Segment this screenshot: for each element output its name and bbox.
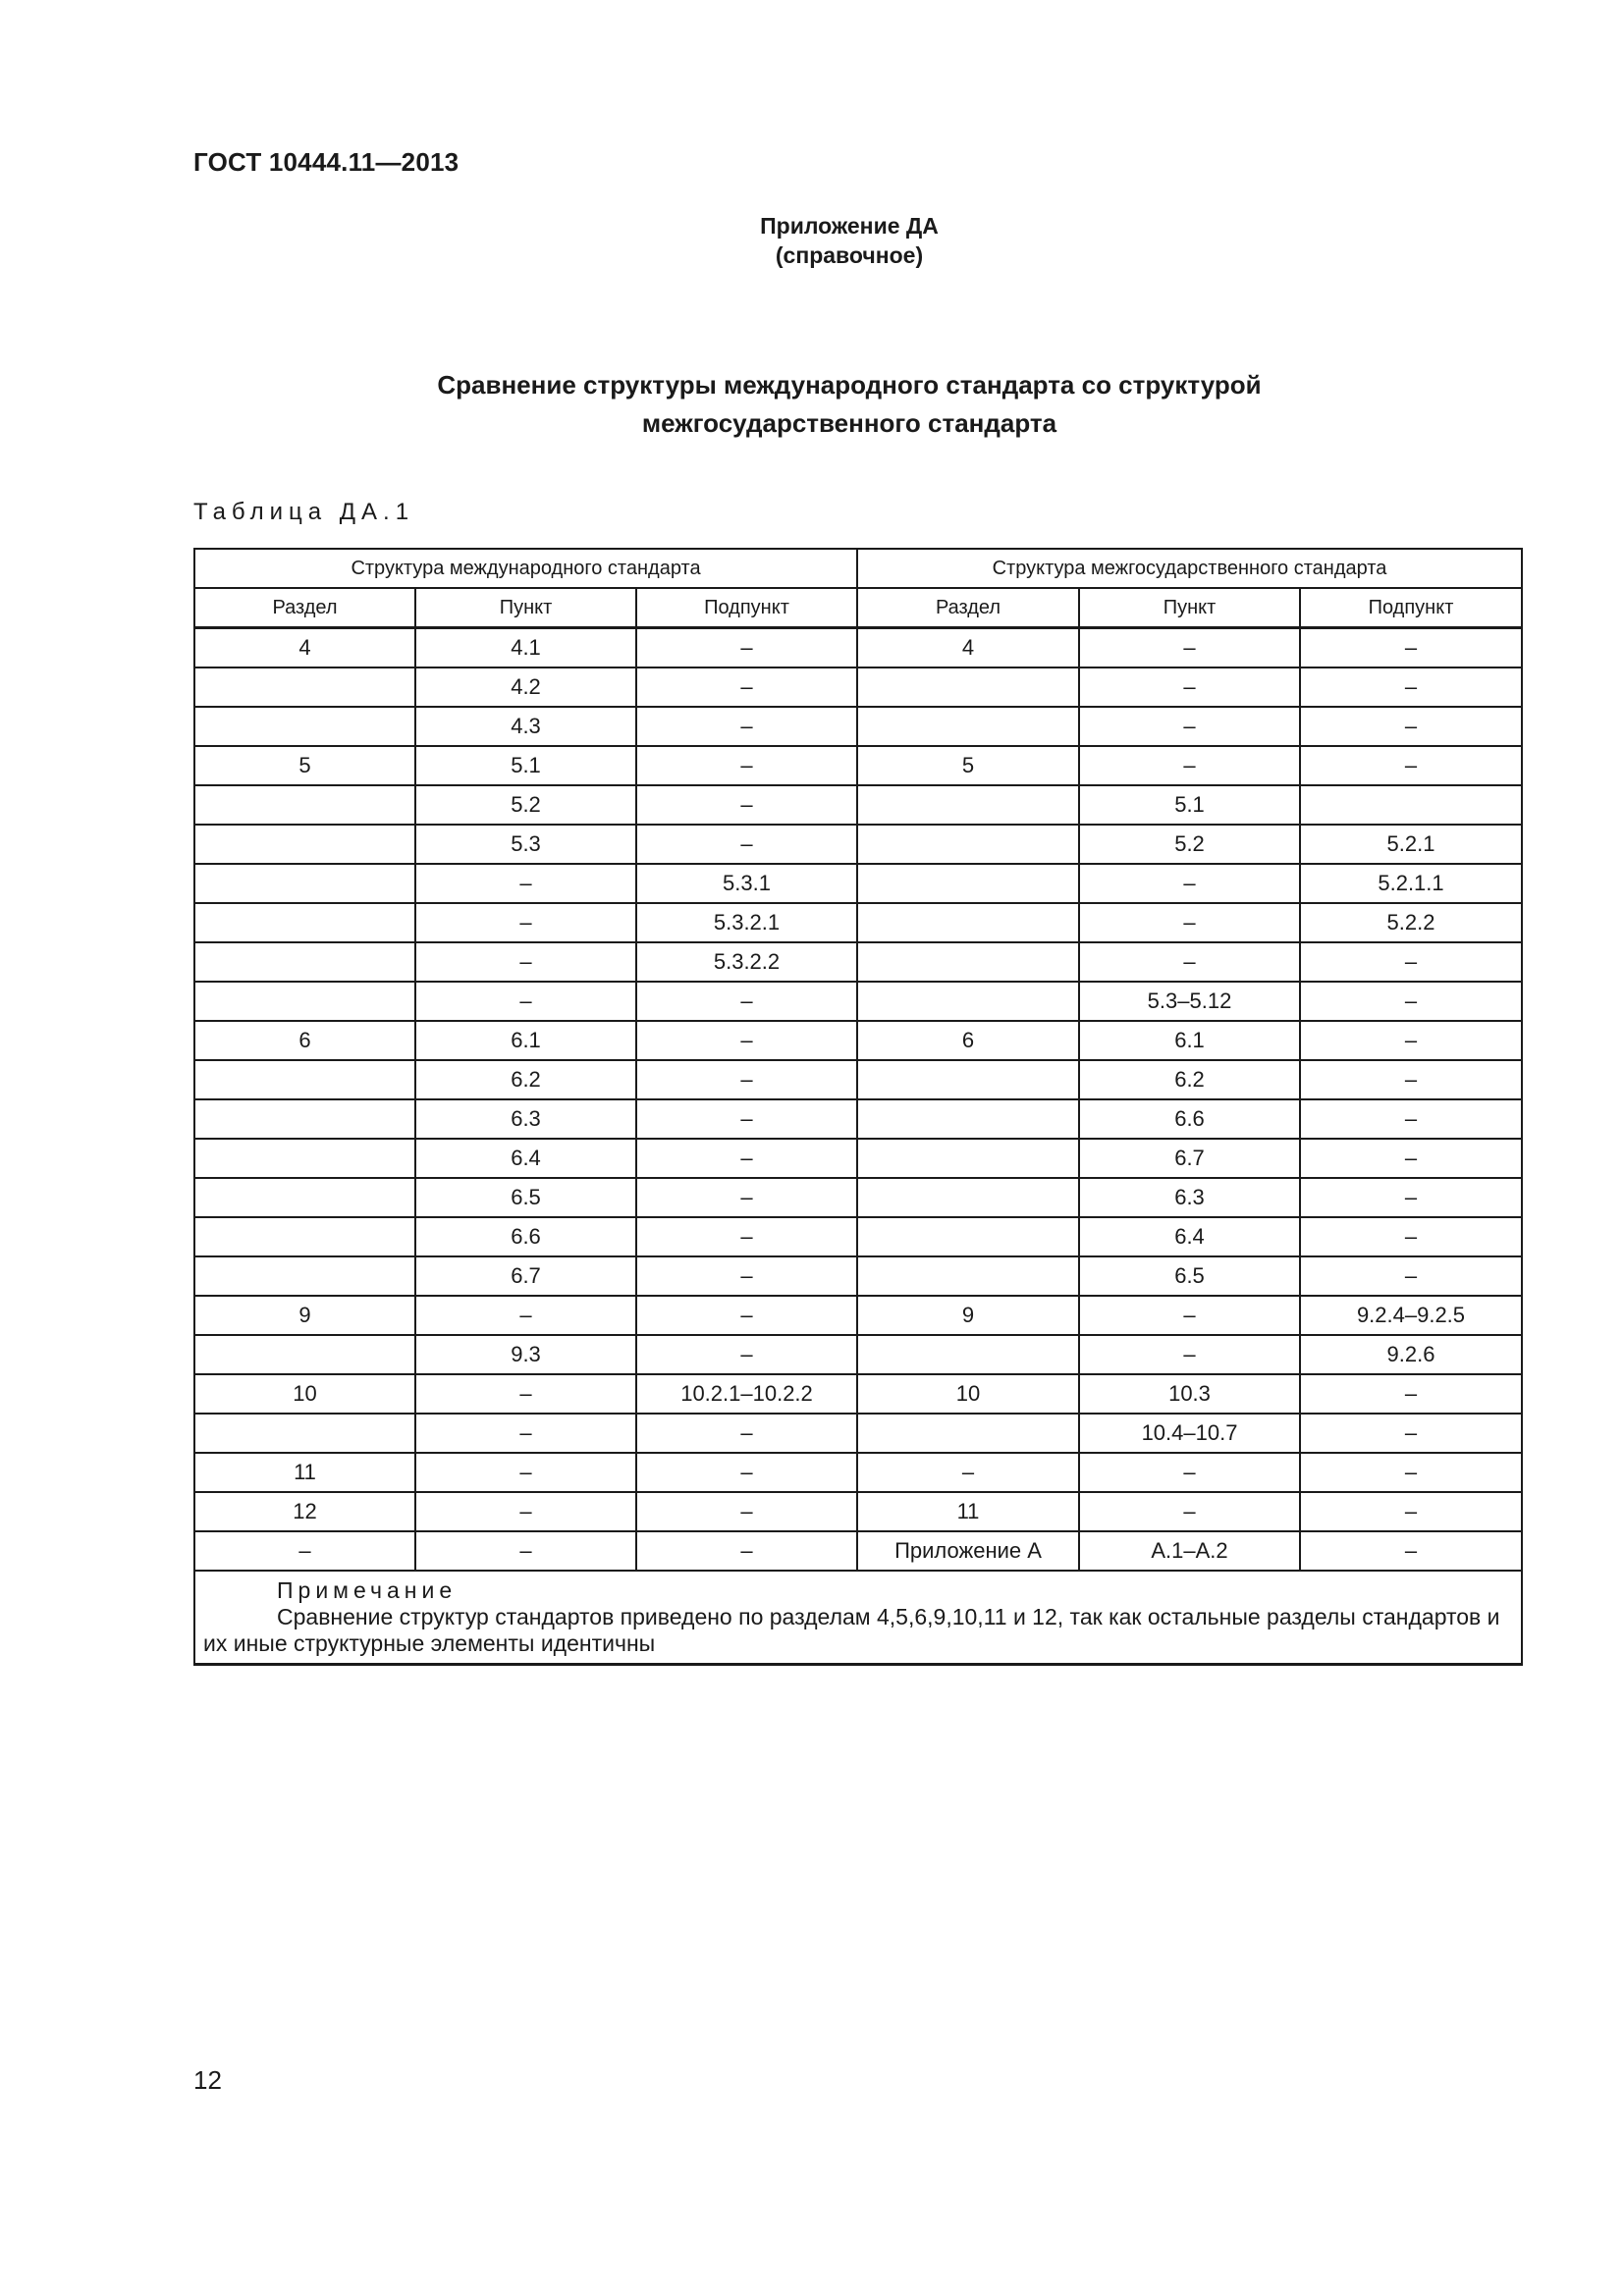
table-row — [194, 1453, 1522, 1492]
table-cell: – — [636, 746, 857, 785]
table-note — [194, 1571, 1522, 1665]
table-row — [194, 982, 1522, 1021]
table-cell: 6.5 — [415, 1178, 636, 1217]
table-cell — [857, 1139, 1079, 1178]
table-cell — [857, 1099, 1079, 1139]
table-cell — [857, 667, 1079, 707]
table-row — [194, 1296, 1522, 1335]
table-cell — [857, 785, 1079, 825]
table-cell — [194, 942, 415, 982]
table-cell: 5.3.1 — [636, 864, 857, 903]
table-cell: 6.6 — [1079, 1099, 1300, 1139]
header-interstate-structure: Структура межгосударственного стандарта — [857, 549, 1522, 588]
table-cell: 4 — [194, 628, 415, 668]
table-cell — [857, 903, 1079, 942]
table-cell: – — [636, 825, 857, 864]
table-cell: 9 — [194, 1296, 415, 1335]
table-row — [194, 1139, 1522, 1178]
table-cell: А.1–А.2 — [1079, 1531, 1300, 1571]
table-cell — [194, 982, 415, 1021]
table-cell: 5 — [857, 746, 1079, 785]
table-cell: 6.7 — [415, 1256, 636, 1296]
table-cell: – — [1300, 628, 1522, 668]
table-cell — [194, 1335, 415, 1374]
table-row — [194, 1060, 1522, 1099]
page-title — [0, 366, 1623, 443]
table-cell: – — [1079, 1492, 1300, 1531]
table-cell: – — [415, 982, 636, 1021]
table-cell: 9 — [857, 1296, 1079, 1335]
table-cell: 6.4 — [1079, 1217, 1300, 1256]
table-row — [194, 1217, 1522, 1256]
table-cell: – — [636, 1453, 857, 1492]
table-cell: 6.2 — [415, 1060, 636, 1099]
column-header: Подпункт — [636, 588, 857, 628]
table-cell: – — [1079, 903, 1300, 942]
table-cell — [857, 1414, 1079, 1453]
table-cell: – — [1300, 1374, 1522, 1414]
table-cell — [857, 1335, 1079, 1374]
table-cell: – — [1300, 1178, 1522, 1217]
table-cell — [1300, 785, 1522, 825]
table-cell — [194, 1139, 415, 1178]
table-cell: – — [636, 1296, 857, 1335]
table-cell: 5.1 — [1079, 785, 1300, 825]
annex-heading — [0, 211, 1623, 270]
table-cell: 6.2 — [1079, 1060, 1300, 1099]
table-cell: – — [415, 903, 636, 942]
table-cell: – — [636, 1178, 857, 1217]
table-cell — [857, 1217, 1079, 1256]
table-cell: – — [1079, 707, 1300, 746]
table-cell — [194, 903, 415, 942]
table-cell: – — [415, 1414, 636, 1453]
table-cell: – — [1079, 1453, 1300, 1492]
table-cell: – — [415, 1531, 636, 1571]
table-cell — [194, 864, 415, 903]
table-cell: 11 — [857, 1492, 1079, 1531]
table-cell: 10 — [857, 1374, 1079, 1414]
table-cell: – — [1079, 1335, 1300, 1374]
table-cell: – — [1079, 667, 1300, 707]
table-cell — [194, 1060, 415, 1099]
table-cell: 5 — [194, 746, 415, 785]
table-cell: – — [636, 1217, 857, 1256]
table-cell: – — [1300, 1531, 1522, 1571]
table-cell: 5.2 — [415, 785, 636, 825]
table-row — [194, 1021, 1522, 1060]
table-cell — [194, 1099, 415, 1139]
table-cell: – — [636, 667, 857, 707]
table-cell: – — [1300, 1256, 1522, 1296]
table-cell: 11 — [194, 1453, 415, 1492]
table-cell: – — [1079, 628, 1300, 668]
table-cell: – — [636, 1414, 857, 1453]
table-cell: – — [415, 1374, 636, 1414]
table-cell: – — [1079, 942, 1300, 982]
table-cell — [857, 707, 1079, 746]
table-cell: 6 — [857, 1021, 1079, 1060]
annex-title: Приложение ДА — [760, 213, 939, 239]
table-row — [194, 1492, 1522, 1531]
table-cell: – — [1300, 982, 1522, 1021]
table-cell: – — [636, 1139, 857, 1178]
table-cell: 4 — [857, 628, 1079, 668]
table-cell: – — [194, 1531, 415, 1571]
table-cell: – — [1300, 1217, 1522, 1256]
table-cell — [857, 1060, 1079, 1099]
table-cell — [857, 982, 1079, 1021]
table-cell: 6.1 — [415, 1021, 636, 1060]
table-cell — [857, 1256, 1079, 1296]
table-row — [194, 1414, 1522, 1453]
table-cell: – — [415, 864, 636, 903]
table-cell — [194, 1414, 415, 1453]
table-cell: – — [636, 1335, 857, 1374]
table-cell — [857, 864, 1079, 903]
table-cell: 5.2.1.1 — [1300, 864, 1522, 903]
table-caption: Таблица ДА.1 — [193, 499, 415, 525]
table-row — [194, 785, 1522, 825]
table-cell: – — [636, 1256, 857, 1296]
table-cell: 9.2.4–9.2.5 — [1300, 1296, 1522, 1335]
table-row — [194, 707, 1522, 746]
page-title-line-2: межгосударственного стандарта — [641, 408, 1057, 438]
note-text: Сравнение структур стандартов приведено по разделам 4,5,6,9,10,11 и 12, так как остальные разделы стандартов и их иные структурные элементы идентичны — [203, 1604, 1500, 1656]
table-row — [194, 1374, 1522, 1414]
table-cell: 5.1 — [415, 746, 636, 785]
table-cell: – — [1300, 707, 1522, 746]
note-label: Примечание — [277, 1577, 458, 1603]
column-header: Подпункт — [1300, 588, 1522, 628]
table-cell: 5.2.1 — [1300, 825, 1522, 864]
table-cell: 10.3 — [1079, 1374, 1300, 1414]
table-row — [194, 628, 1522, 668]
table-row — [194, 1178, 1522, 1217]
table-cell: – — [636, 1492, 857, 1531]
table-cell: – — [636, 1099, 857, 1139]
document-code: ГОСТ 10444.11—2013 — [193, 147, 460, 177]
table-row — [194, 667, 1522, 707]
table-row — [194, 825, 1522, 864]
table-row — [194, 864, 1522, 903]
structure-comparison-table — [193, 548, 1523, 1666]
table-row — [194, 1335, 1522, 1374]
table-cell: 10.2.1–10.2.2 — [636, 1374, 857, 1414]
table-cell — [194, 667, 415, 707]
column-header: Раздел — [857, 588, 1079, 628]
table-cell — [857, 825, 1079, 864]
table-cell: 6.1 — [1079, 1021, 1300, 1060]
table-cell: – — [636, 707, 857, 746]
page-title-line-1: Сравнение структуры международного стандарта со структурой — [437, 370, 1262, 400]
table-cell — [194, 1256, 415, 1296]
table-cell: – — [636, 1021, 857, 1060]
table-row — [194, 942, 1522, 982]
table-cell: – — [415, 942, 636, 982]
table-cell: – — [636, 1531, 857, 1571]
table-cell: 4.2 — [415, 667, 636, 707]
table-cell: 6.6 — [415, 1217, 636, 1256]
table-cell: – — [1300, 1139, 1522, 1178]
table-cell — [194, 825, 415, 864]
table-cell: Приложение А — [857, 1531, 1079, 1571]
table-cell: – — [415, 1296, 636, 1335]
table-cell — [194, 1178, 415, 1217]
table-row — [194, 1099, 1522, 1139]
page-number: 12 — [193, 2065, 222, 2095]
table-row — [194, 746, 1522, 785]
table-cell: 5.2.2 — [1300, 903, 1522, 942]
table-cell: – — [636, 1060, 857, 1099]
table-cell: 6 — [194, 1021, 415, 1060]
table-cell: – — [1300, 746, 1522, 785]
table-row — [194, 1256, 1522, 1296]
table-cell: 4.3 — [415, 707, 636, 746]
table-cell: – — [1300, 1414, 1522, 1453]
table-cell: 6.5 — [1079, 1256, 1300, 1296]
table-cell — [194, 785, 415, 825]
table-cell: 5.3.2.1 — [636, 903, 857, 942]
table-cell: – — [1300, 1453, 1522, 1492]
table-cell: 10 — [194, 1374, 415, 1414]
table-cell: – — [1300, 942, 1522, 982]
table-cell: – — [1300, 1099, 1522, 1139]
table-cell: 5.3 — [415, 825, 636, 864]
table-cell — [857, 1178, 1079, 1217]
table-cell: – — [1079, 746, 1300, 785]
table-cell — [857, 942, 1079, 982]
table-cell: 5.2 — [1079, 825, 1300, 864]
table-row — [194, 903, 1522, 942]
table-cell: – — [636, 982, 857, 1021]
table-cell: – — [415, 1453, 636, 1492]
table-cell: – — [1300, 1060, 1522, 1099]
table-cell: – — [1079, 1296, 1300, 1335]
table-cell: 5.3–5.12 — [1079, 982, 1300, 1021]
table-cell: – — [636, 785, 857, 825]
table-cell: 9.2.6 — [1300, 1335, 1522, 1374]
column-header: Пункт — [1079, 588, 1300, 628]
table-cell: 12 — [194, 1492, 415, 1531]
table-cell: – — [1300, 1021, 1522, 1060]
table-cell: – — [1300, 667, 1522, 707]
table-cell: 6.3 — [1079, 1178, 1300, 1217]
table-row — [194, 1531, 1522, 1571]
table-cell: 6.7 — [1079, 1139, 1300, 1178]
table-cell: – — [415, 1492, 636, 1531]
table-cell: 6.4 — [415, 1139, 636, 1178]
table-cell: – — [636, 628, 857, 668]
table-cell: – — [1300, 1492, 1522, 1531]
column-header: Раздел — [194, 588, 415, 628]
table-cell — [194, 1217, 415, 1256]
table-cell: 6.3 — [415, 1099, 636, 1139]
header-international-structure: Структура международного стандарта — [194, 549, 857, 588]
annex-subtitle: (справочное) — [775, 242, 924, 268]
table-cell: – — [1079, 864, 1300, 903]
table-cell: 10.4–10.7 — [1079, 1414, 1300, 1453]
table-cell: – — [857, 1453, 1079, 1492]
table-cell: 9.3 — [415, 1335, 636, 1374]
table-cell: 5.3.2.2 — [636, 942, 857, 982]
table-cell: 4.1 — [415, 628, 636, 668]
table-cell — [194, 707, 415, 746]
column-header: Пункт — [415, 588, 636, 628]
